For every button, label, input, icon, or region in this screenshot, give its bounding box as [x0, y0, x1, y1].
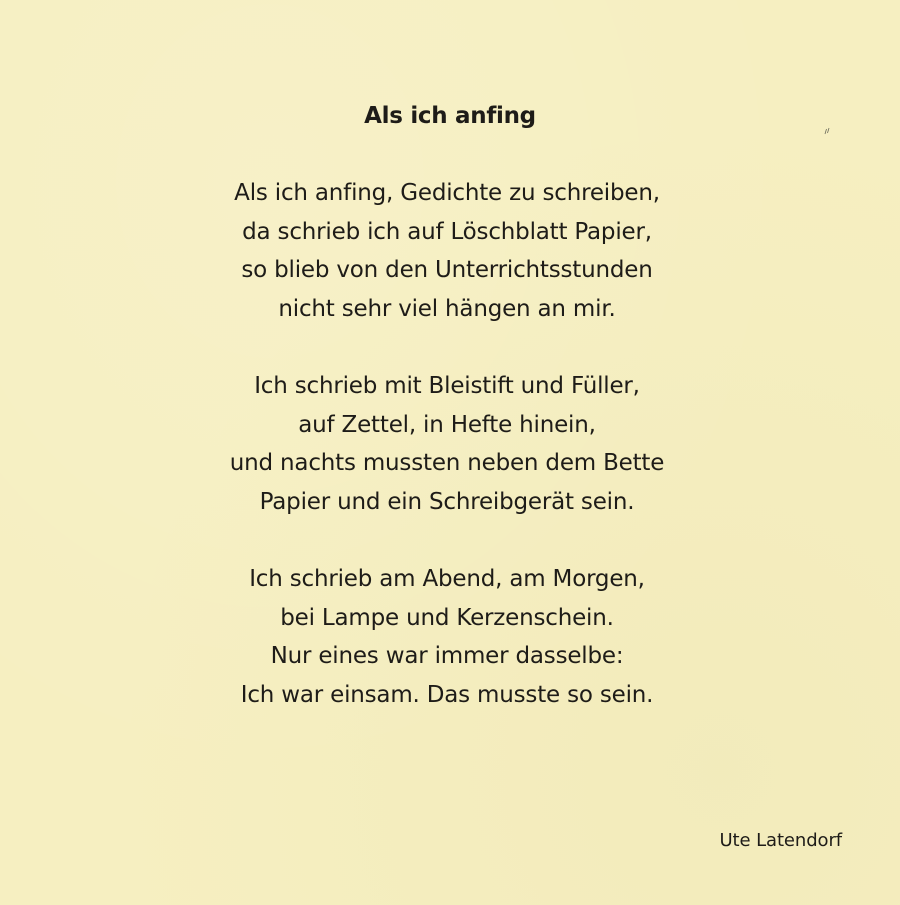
poem-line: auf Zettel, in Hefte hinein, — [298, 411, 596, 438]
poem-line: so blieb von den Unterrichtsstunden — [241, 257, 653, 284]
poem-line: Papier und ein Schreibgerät sein. — [259, 488, 635, 515]
paper-speck-mark — [824, 127, 830, 135]
poem-title: Als ich anfing — [364, 103, 536, 129]
stanza-1 — [0, 174, 894, 328]
poem-line: und nachts mussten neben dem Bette — [229, 450, 665, 477]
stanza-3 — [0, 560, 894, 714]
poem-line: Ich war einsam. Das musste so sein. — [240, 681, 654, 708]
poem-line: Ich schrieb am Abend, am Morgen, — [249, 566, 645, 592]
poem-line: bei Lampe und Kerzenschein. — [280, 604, 614, 631]
poem-line: Als ich anfing, Gedichte zu schreiben, — [234, 180, 660, 206]
poem-line: Ich schrieb mit Bleistift und Füller, — [254, 373, 640, 399]
poem-author: Ute Latendorf — [719, 830, 842, 851]
poem-line: Nur eines war immer dasselbe: — [270, 643, 624, 670]
poem-line: nicht sehr viel hängen an mir. — [278, 295, 616, 322]
poem-line: da schrieb ich auf Löschblatt Papier, — [242, 218, 652, 245]
stanza-2 — [0, 367, 894, 521]
